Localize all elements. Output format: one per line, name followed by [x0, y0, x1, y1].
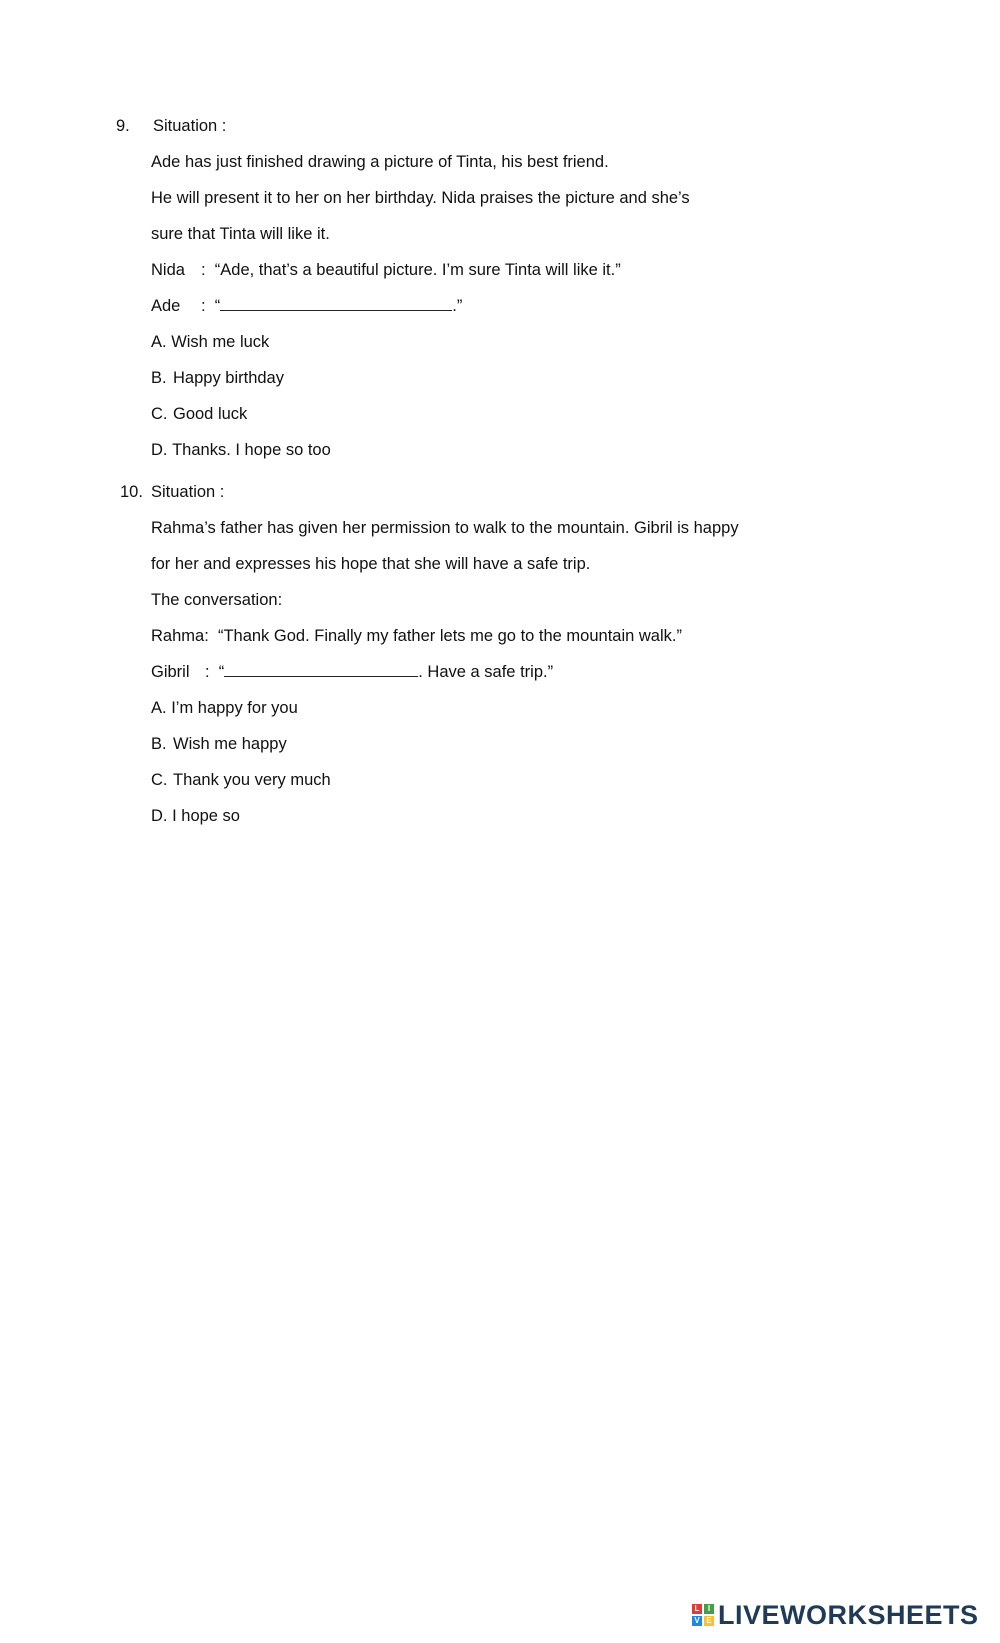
question-10-situation-line-1: Rahma’s father has given her permission to walk to the mountain. Gibril is happy: [151, 519, 739, 537]
logo-letter: V: [692, 1616, 702, 1626]
speaker-name: Gibril: [151, 663, 190, 681]
question-9-dialogue-ade: [151, 295, 462, 317]
liveworksheets-logo: [692, 1597, 979, 1633]
option-text: Happy birthday: [173, 369, 284, 387]
question-9-option-b[interactable]: [151, 367, 284, 389]
option-letter: C.: [151, 405, 168, 423]
question-9-situation-line-3: sure that Tinta will like it.: [151, 225, 330, 243]
quote-open: “: [214, 297, 221, 315]
question-10-option-d[interactable]: [151, 805, 240, 827]
option-text: I hope so: [172, 807, 240, 825]
speaker-name: Nida: [151, 261, 185, 279]
question-10-option-b[interactable]: [151, 733, 287, 755]
question-10-option-a[interactable]: [151, 697, 298, 719]
logo-text: LIVEWORKSHEETS: [718, 1599, 979, 1630]
dialogue-text: “Thank God. Finally my father lets me go to the mountain walk.”: [217, 627, 682, 645]
option-letter: B.: [151, 735, 167, 753]
speaker-separator: :: [201, 261, 206, 279]
logo-letter: E: [704, 1616, 714, 1626]
question-9-number: 9.: [116, 117, 130, 135]
option-letter: C.: [151, 771, 168, 789]
question-10-option-c[interactable]: [151, 769, 331, 791]
speaker-name: Rahma:: [151, 627, 209, 645]
question-10-dialogue-rahma: [151, 625, 682, 647]
option-letter: B.: [151, 369, 167, 387]
question-9-option-d[interactable]: [151, 439, 331, 461]
option-letter: A.: [151, 699, 167, 717]
question-10-situation-line-3: The conversation:: [151, 591, 283, 609]
quote-close: . Have a safe trip.”: [418, 663, 554, 681]
option-text: I’m happy for you: [171, 699, 298, 717]
quote-open: “: [218, 663, 225, 681]
quote-close: .”: [452, 297, 463, 315]
question-9-dialogue-nida: [151, 259, 621, 281]
question-9-option-c[interactable]: [151, 403, 247, 425]
answer-blank[interactable]: [224, 661, 418, 677]
option-text: Wish me luck: [171, 333, 270, 351]
dialogue-text: “Ade, that’s a beautiful picture. I’m sure Tinta will like it.”: [214, 261, 621, 279]
speaker-separator: :: [205, 663, 210, 681]
question-9-situation-line-2: He will present it to her on her birthday. Nida praises the picture and she’s: [151, 189, 690, 207]
question-10-dialogue-gibril: [151, 661, 553, 683]
option-letter: A.: [151, 333, 167, 351]
speaker-name: Ade: [151, 297, 181, 315]
option-text: Wish me happy: [173, 735, 287, 753]
question-10-heading: Situation :: [151, 483, 225, 501]
logo-letter: L: [692, 1604, 702, 1614]
question-9-situation-line-1: Ade has just finished drawing a picture of Tinta, his best friend.: [151, 153, 609, 171]
answer-blank[interactable]: [220, 295, 452, 311]
question-10-number: 10.: [120, 483, 143, 501]
option-text: Thanks. I hope so too: [172, 441, 331, 459]
question-9-heading: Situation :: [153, 117, 227, 135]
option-text: Good luck: [173, 405, 248, 423]
logo-letter: I: [704, 1604, 714, 1614]
speaker-separator: :: [201, 297, 206, 315]
question-10-situation-line-2: for her and expresses his hope that she will have a safe trip.: [151, 555, 591, 573]
question-9-option-a[interactable]: [151, 331, 269, 353]
option-letter: D.: [151, 441, 168, 459]
option-text: Thank you very much: [173, 771, 331, 789]
option-letter: D.: [151, 807, 168, 825]
logo-mark-icon: [692, 1604, 714, 1626]
